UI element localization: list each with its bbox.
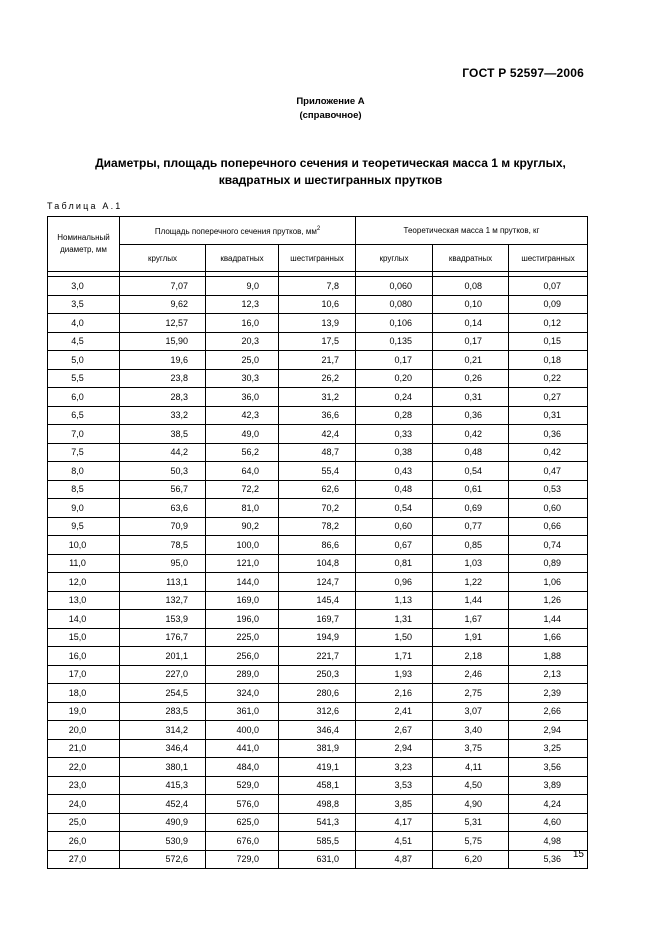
table-row (48, 610, 588, 629)
cell-mass-round: 0,080 (356, 295, 433, 314)
header-area-round: круглых (120, 245, 206, 272)
cell-mass-hex: 0,36 (509, 425, 588, 444)
table-row (48, 684, 588, 703)
cell-mass-square: 0,14 (433, 314, 509, 333)
cell-mass-square: 3,75 (433, 739, 509, 758)
cell-area-hex: 221,7 (279, 647, 356, 666)
cell-area-round: 490,9 (120, 813, 206, 832)
table-row (48, 388, 588, 407)
cell-mass-square: 0,08 (433, 277, 509, 296)
cell-mass-hex: 1,88 (509, 647, 588, 666)
header-mass-group: Теоретическая масса 1 м прутков, кг (356, 217, 588, 245)
table-row (48, 850, 588, 869)
cell-area-square: 169,0 (206, 591, 279, 610)
table-row (48, 406, 588, 425)
standard-code: ГОСТ Р 52597—2006 (462, 66, 584, 80)
cell-diameter: 5,5 (48, 369, 120, 388)
table-row (48, 665, 588, 684)
table-row (48, 480, 588, 499)
cell-diameter: 9,0 (48, 499, 120, 518)
cell-area-hex: 42,4 (279, 425, 356, 444)
cell-area-round: 44,2 (120, 443, 206, 462)
cell-area-square: 625,0 (206, 813, 279, 832)
cell-area-round: 15,90 (120, 332, 206, 351)
cell-area-hex: 70,2 (279, 499, 356, 518)
cell-mass-square: 0,48 (433, 443, 509, 462)
cell-diameter: 7,5 (48, 443, 120, 462)
cell-mass-square: 0,77 (433, 517, 509, 536)
cell-mass-round: 0,54 (356, 499, 433, 518)
cell-area-square: 25,0 (206, 351, 279, 370)
table-body (48, 277, 588, 869)
cell-mass-round: 2,41 (356, 702, 433, 721)
cell-mass-round: 0,33 (356, 425, 433, 444)
table-row (48, 443, 588, 462)
cell-mass-hex: 2,94 (509, 721, 588, 740)
cell-mass-hex: 0,31 (509, 406, 588, 425)
cell-area-square: 196,0 (206, 610, 279, 629)
cell-area-round: 254,5 (120, 684, 206, 703)
cell-mass-round: 3,85 (356, 795, 433, 814)
cell-mass-hex: 0,09 (509, 295, 588, 314)
cell-area-square: 676,0 (206, 832, 279, 851)
table-label: Таблица А.1 (47, 201, 123, 211)
cell-area-hex: 419,1 (279, 758, 356, 777)
cell-mass-hex: 1,06 (509, 573, 588, 592)
cell-area-round: 28,3 (120, 388, 206, 407)
table-row (48, 702, 588, 721)
cell-area-round: 113,1 (120, 573, 206, 592)
cell-diameter: 24,0 (48, 795, 120, 814)
cell-mass-hex: 4,24 (509, 795, 588, 814)
cell-diameter: 17,0 (48, 665, 120, 684)
cell-diameter: 9,5 (48, 517, 120, 536)
cell-area-round: 78,5 (120, 536, 206, 555)
cell-mass-square: 1,03 (433, 554, 509, 573)
cell-area-hex: 194,9 (279, 628, 356, 647)
cell-mass-hex: 3,25 (509, 739, 588, 758)
cell-mass-square: 6,20 (433, 850, 509, 869)
cell-area-hex: 78,2 (279, 517, 356, 536)
cell-area-square: 484,0 (206, 758, 279, 777)
cell-mass-hex: 0,89 (509, 554, 588, 573)
cell-mass-round: 3,23 (356, 758, 433, 777)
cell-mass-round: 4,87 (356, 850, 433, 869)
cell-area-hex: 48,7 (279, 443, 356, 462)
cell-mass-hex: 0,42 (509, 443, 588, 462)
cell-area-square: 576,0 (206, 795, 279, 814)
cell-area-hex: 381,9 (279, 739, 356, 758)
cell-diameter: 3,0 (48, 277, 120, 296)
cell-area-square: 81,0 (206, 499, 279, 518)
cell-mass-hex: 0,07 (509, 277, 588, 296)
cell-area-square: 30,3 (206, 369, 279, 388)
cell-mass-round: 1,13 (356, 591, 433, 610)
cell-area-square: 400,0 (206, 721, 279, 740)
cell-mass-square: 0,61 (433, 480, 509, 499)
cell-mass-hex: 1,26 (509, 591, 588, 610)
cell-mass-hex: 3,56 (509, 758, 588, 777)
table-row (48, 517, 588, 536)
cell-area-square: 361,0 (206, 702, 279, 721)
cell-area-round: 132,7 (120, 591, 206, 610)
document-title (0, 155, 661, 189)
table-header (48, 217, 588, 277)
cell-mass-round: 0,60 (356, 517, 433, 536)
table-row (48, 832, 588, 851)
appendix-heading (0, 95, 661, 123)
cell-area-square: 289,0 (206, 665, 279, 684)
dimensions-table (47, 216, 588, 869)
cell-area-round: 176,7 (120, 628, 206, 647)
cell-area-hex: 26,2 (279, 369, 356, 388)
table-row (48, 536, 588, 555)
appendix-subtitle: (справочное) (299, 110, 362, 121)
cell-area-round: 9,62 (120, 295, 206, 314)
cell-mass-round: 0,48 (356, 480, 433, 499)
cell-mass-square: 1,67 (433, 610, 509, 629)
cell-mass-hex: 2,39 (509, 684, 588, 703)
table-row (48, 554, 588, 573)
cell-mass-square: 3,40 (433, 721, 509, 740)
cell-mass-round: 0,135 (356, 332, 433, 351)
cell-area-hex: 250,3 (279, 665, 356, 684)
cell-area-hex: 145,4 (279, 591, 356, 610)
cell-area-round: 38,5 (120, 425, 206, 444)
table-row (48, 462, 588, 481)
cell-mass-square: 2,75 (433, 684, 509, 703)
document-title-line-2: квадратных и шестигранных прутков (218, 173, 443, 187)
cell-area-hex: 280,6 (279, 684, 356, 703)
cell-diameter: 13,0 (48, 591, 120, 610)
cell-area-square: 144,0 (206, 573, 279, 592)
cell-area-round: 415,3 (120, 776, 206, 795)
cell-mass-square: 0,17 (433, 332, 509, 351)
cell-area-round: 452,4 (120, 795, 206, 814)
cell-mass-square: 1,91 (433, 628, 509, 647)
cell-area-hex: 7,8 (279, 277, 356, 296)
cell-mass-square: 2,46 (433, 665, 509, 684)
cell-diameter: 8,0 (48, 462, 120, 481)
cell-diameter: 12,0 (48, 573, 120, 592)
cell-mass-hex: 0,15 (509, 332, 588, 351)
header-mass-round: круглых (356, 245, 433, 272)
cell-mass-hex: 0,18 (509, 351, 588, 370)
cell-diameter: 25,0 (48, 813, 120, 832)
cell-mass-square: 0,69 (433, 499, 509, 518)
cell-mass-square: 5,31 (433, 813, 509, 832)
page-number: 15 (572, 849, 584, 860)
cell-area-round: 283,5 (120, 702, 206, 721)
cell-mass-round: 0,43 (356, 462, 433, 481)
header-area-group (120, 217, 356, 245)
cell-area-hex: 36,6 (279, 406, 356, 425)
cell-mass-square: 2,18 (433, 647, 509, 666)
table-row (48, 628, 588, 647)
cell-mass-hex: 0,74 (509, 536, 588, 555)
cell-mass-square: 0,54 (433, 462, 509, 481)
document-title-line-1: Диаметры, площадь поперечного сечения и теоретическая масса 1 м круглых, (95, 156, 566, 170)
cell-area-square: 441,0 (206, 739, 279, 758)
cell-area-round: 346,4 (120, 739, 206, 758)
cell-area-round: 12,57 (120, 314, 206, 333)
cell-diameter: 6,5 (48, 406, 120, 425)
cell-mass-round: 0,67 (356, 536, 433, 555)
cell-area-round: 70,9 (120, 517, 206, 536)
cell-mass-round: 1,50 (356, 628, 433, 647)
cell-mass-hex: 0,66 (509, 517, 588, 536)
cell-mass-square: 0,31 (433, 388, 509, 407)
cell-mass-hex: 0,22 (509, 369, 588, 388)
cell-diameter: 5,0 (48, 351, 120, 370)
cell-mass-hex: 4,98 (509, 832, 588, 851)
cell-mass-square: 3,07 (433, 702, 509, 721)
cell-diameter: 4,5 (48, 332, 120, 351)
cell-mass-round: 1,71 (356, 647, 433, 666)
cell-area-round: 50,3 (120, 462, 206, 481)
table-row (48, 758, 588, 777)
cell-mass-round: 1,31 (356, 610, 433, 629)
cell-area-round: 572,6 (120, 850, 206, 869)
cell-mass-hex: 2,13 (509, 665, 588, 684)
cell-mass-round: 0,96 (356, 573, 433, 592)
cell-area-hex: 631,0 (279, 850, 356, 869)
cell-area-hex: 21,7 (279, 351, 356, 370)
cell-mass-round: 2,16 (356, 684, 433, 703)
cell-area-round: 19,6 (120, 351, 206, 370)
table-row (48, 795, 588, 814)
cell-diameter: 8,5 (48, 480, 120, 499)
cell-mass-square: 0,21 (433, 351, 509, 370)
cell-diameter: 6,0 (48, 388, 120, 407)
cell-mass-square: 5,75 (433, 832, 509, 851)
cell-mass-square: 0,10 (433, 295, 509, 314)
cell-area-hex: 55,4 (279, 462, 356, 481)
cell-area-hex: 62,6 (279, 480, 356, 499)
header-mass-hex: шестигранных (509, 245, 588, 272)
cell-mass-round: 0,106 (356, 314, 433, 333)
cell-mass-round: 0,17 (356, 351, 433, 370)
cell-area-round: 153,9 (120, 610, 206, 629)
cell-area-square: 12,3 (206, 295, 279, 314)
cell-area-square: 36,0 (206, 388, 279, 407)
cell-mass-round: 4,17 (356, 813, 433, 832)
header-area-unit-exponent: 2 (316, 225, 321, 232)
cell-area-square: 256,0 (206, 647, 279, 666)
cell-diameter: 10,0 (48, 536, 120, 555)
cell-diameter: 19,0 (48, 702, 120, 721)
cell-mass-hex: 5,36 (509, 850, 588, 869)
cell-mass-square: 1,44 (433, 591, 509, 610)
cell-mass-hex: 0,47 (509, 462, 588, 481)
cell-area-square: 529,0 (206, 776, 279, 795)
cell-mass-square: 0,26 (433, 369, 509, 388)
cell-diameter: 7,0 (48, 425, 120, 444)
cell-diameter: 18,0 (48, 684, 120, 703)
table-row (48, 739, 588, 758)
cell-mass-round: 3,53 (356, 776, 433, 795)
cell-mass-round: 0,20 (356, 369, 433, 388)
cell-area-hex: 458,1 (279, 776, 356, 795)
table-row (48, 314, 588, 333)
cell-area-square: 49,0 (206, 425, 279, 444)
cell-diameter: 23,0 (48, 776, 120, 795)
cell-mass-round: 0,81 (356, 554, 433, 573)
cell-mass-hex: 0,53 (509, 480, 588, 499)
cell-area-round: 314,2 (120, 721, 206, 740)
cell-area-hex: 86,6 (279, 536, 356, 555)
cell-area-round: 380,1 (120, 758, 206, 777)
table-row (48, 721, 588, 740)
cell-area-round: 530,9 (120, 832, 206, 851)
cell-area-square: 100,0 (206, 536, 279, 555)
cell-area-square: 72,2 (206, 480, 279, 499)
table-row (48, 591, 588, 610)
cell-mass-square: 4,11 (433, 758, 509, 777)
table-row (48, 351, 588, 370)
cell-area-round: 63,6 (120, 499, 206, 518)
cell-mass-square: 1,22 (433, 573, 509, 592)
header-diameter: Номинальный диаметр, мм (48, 217, 120, 272)
cell-area-hex: 585,5 (279, 832, 356, 851)
cell-area-hex: 541,3 (279, 813, 356, 832)
cell-area-square: 56,2 (206, 443, 279, 462)
table-row (48, 573, 588, 592)
cell-mass-hex: 3,89 (509, 776, 588, 795)
table-row (48, 295, 588, 314)
cell-diameter: 14,0 (48, 610, 120, 629)
cell-area-round: 227,0 (120, 665, 206, 684)
cell-diameter: 20,0 (48, 721, 120, 740)
cell-area-hex: 124,7 (279, 573, 356, 592)
cell-area-round: 201,1 (120, 647, 206, 666)
cell-mass-square: 0,36 (433, 406, 509, 425)
cell-diameter: 11,0 (48, 554, 120, 573)
table-row (48, 499, 588, 518)
cell-mass-square: 0,42 (433, 425, 509, 444)
appendix-title: Приложение А (296, 96, 365, 107)
cell-mass-hex: 0,27 (509, 388, 588, 407)
cell-diameter: 16,0 (48, 647, 120, 666)
cell-mass-hex: 2,66 (509, 702, 588, 721)
cell-area-round: 33,2 (120, 406, 206, 425)
cell-mass-square: 4,50 (433, 776, 509, 795)
cell-mass-round: 2,67 (356, 721, 433, 740)
cell-diameter: 3,5 (48, 295, 120, 314)
table-row (48, 776, 588, 795)
cell-mass-round: 0,28 (356, 406, 433, 425)
cell-diameter: 26,0 (48, 832, 120, 851)
cell-area-square: 64,0 (206, 462, 279, 481)
cell-mass-hex: 4,60 (509, 813, 588, 832)
cell-area-square: 90,2 (206, 517, 279, 536)
cell-diameter: 15,0 (48, 628, 120, 647)
cell-area-round: 7,07 (120, 277, 206, 296)
cell-mass-round: 0,38 (356, 443, 433, 462)
table-row (48, 369, 588, 388)
cell-area-square: 121,0 (206, 554, 279, 573)
cell-diameter: 22,0 (48, 758, 120, 777)
cell-area-hex: 10,6 (279, 295, 356, 314)
cell-area-hex: 17,5 (279, 332, 356, 351)
table-row (48, 332, 588, 351)
header-mass-square: квадратных (433, 245, 509, 272)
cell-mass-square: 0,85 (433, 536, 509, 555)
cell-mass-hex: 0,12 (509, 314, 588, 333)
cell-mass-hex: 1,66 (509, 628, 588, 647)
cell-mass-round: 0,060 (356, 277, 433, 296)
cell-area-square: 729,0 (206, 850, 279, 869)
cell-diameter: 4,0 (48, 314, 120, 333)
header-area-text: Площадь поперечного сечения прутков, мм (154, 226, 317, 236)
cell-area-square: 42,3 (206, 406, 279, 425)
cell-area-square: 20,3 (206, 332, 279, 351)
cell-area-round: 95,0 (120, 554, 206, 573)
cell-mass-round: 2,94 (356, 739, 433, 758)
cell-area-round: 23,8 (120, 369, 206, 388)
cell-area-hex: 31,2 (279, 388, 356, 407)
cell-mass-hex: 0,60 (509, 499, 588, 518)
cell-area-hex: 104,8 (279, 554, 356, 573)
cell-area-round: 56,7 (120, 480, 206, 499)
cell-area-square: 225,0 (206, 628, 279, 647)
table-row (48, 277, 588, 296)
cell-area-hex: 498,8 (279, 795, 356, 814)
table-row (48, 647, 588, 666)
header-area-hex: шестигранных (279, 245, 356, 272)
cell-area-square: 324,0 (206, 684, 279, 703)
cell-mass-round: 1,93 (356, 665, 433, 684)
cell-area-hex: 346,4 (279, 721, 356, 740)
cell-area-square: 16,0 (206, 314, 279, 333)
cell-diameter: 27,0 (48, 850, 120, 869)
table-row (48, 425, 588, 444)
cell-area-hex: 169,7 (279, 610, 356, 629)
cell-area-hex: 13,9 (279, 314, 356, 333)
cell-mass-round: 4,51 (356, 832, 433, 851)
cell-area-square: 9,0 (206, 277, 279, 296)
cell-mass-square: 4,90 (433, 795, 509, 814)
cell-area-hex: 312,6 (279, 702, 356, 721)
header-area-square: квадратных (206, 245, 279, 272)
cell-diameter: 21,0 (48, 739, 120, 758)
cell-mass-hex: 1,44 (509, 610, 588, 629)
table-row (48, 813, 588, 832)
cell-mass-round: 0,24 (356, 388, 433, 407)
